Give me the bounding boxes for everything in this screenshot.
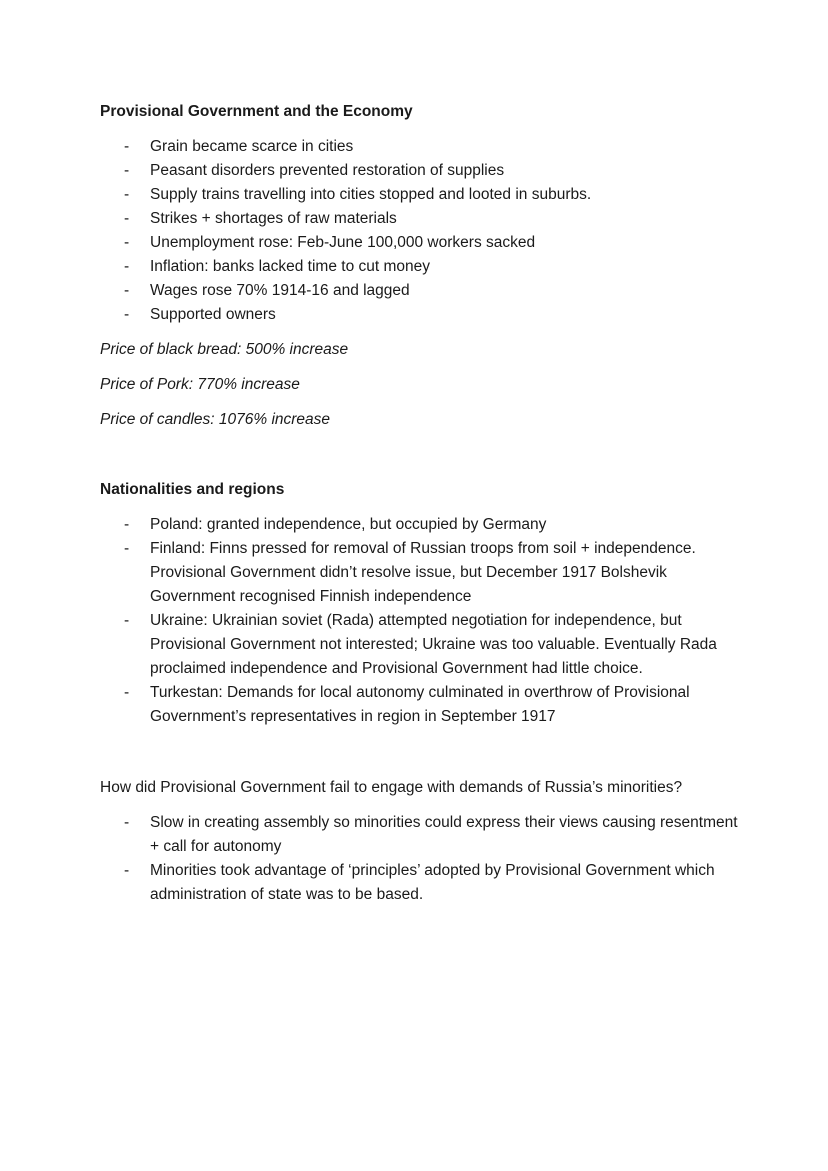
list-item: [100, 859, 740, 907]
price-candles: Price of candles: 1076% increase: [100, 411, 331, 428]
list-item: [100, 303, 740, 327]
list-item: [100, 231, 740, 255]
bullet-dash: -: [124, 684, 130, 701]
list-item-text: Supply trains travelling into cities stopped and looted in suburbs.: [150, 186, 592, 203]
price-black-bread: Price of black bread: 500% increase: [100, 341, 349, 358]
economy-section: [100, 100, 740, 432]
list-item: [100, 537, 740, 609]
bullet-dash: -: [124, 282, 130, 299]
minorities-bullet-list: [100, 811, 740, 907]
bullet-dash: -: [124, 612, 130, 629]
minorities-section: [100, 776, 740, 907]
bullet-dash: -: [124, 862, 130, 879]
bullet-dash: -: [124, 540, 130, 557]
document-page: [100, 100, 740, 907]
nationalities-section: [100, 478, 740, 729]
economy-bullet-list: [100, 135, 740, 327]
list-item: [100, 609, 740, 681]
list-item-text: Inflation: banks lacked time to cut money: [150, 258, 431, 275]
list-item: [100, 159, 740, 183]
list-item-text: Turkestan: Demands for local autonomy culminated in overthrow of Provisional Government’s representatives in region in September 1917: [150, 684, 690, 725]
list-item-text: Slow in creating assembly so minorities could express their views causing resentment + call for autonomy: [150, 814, 738, 855]
nationalities-heading: Nationalities and regions: [100, 481, 285, 498]
list-item-text: Peasant disorders prevented restoration of supplies: [150, 162, 505, 179]
list-item-text: Supported owners: [150, 306, 276, 323]
list-item-text: Finland: Finns pressed for removal of Russian troops from soil + independence. Provisional Government didn’t resolve issue, but December 1917 Bolshevik Government recognised Finnish independence: [150, 540, 696, 605]
list-item-text: Grain became scarce in cities: [150, 138, 354, 155]
list-item: [100, 207, 740, 231]
list-item-text: Minorities took advantage of ‘principles’ adopted by Provisional Government which administration of state was to be based.: [150, 862, 715, 903]
nationalities-bullet-list: [100, 513, 740, 729]
list-item-text: Poland: granted independence, but occupied by Germany: [150, 516, 547, 533]
bullet-dash: -: [124, 162, 130, 179]
bullet-dash: -: [124, 306, 130, 323]
list-item-text: Wages rose 70% 1914-16 and lagged: [150, 282, 410, 299]
list-item: [100, 255, 740, 279]
list-item: [100, 513, 740, 537]
price-pork: Price of Pork: 770% increase: [100, 376, 300, 393]
minorities-question: How did Provisional Government fail to engage with demands of Russia’s minorities?: [100, 779, 683, 796]
list-item: [100, 135, 740, 159]
bullet-dash: -: [124, 258, 130, 275]
list-item: [100, 183, 740, 207]
bullet-dash: -: [124, 210, 130, 227]
list-item-text: Ukraine: Ukrainian soviet (Rada) attempted negotiation for independence, but Provisional Government not interested; Ukraine was too valuable. Eventually Rada proclaimed independence and Provisional Government had little choice.: [150, 612, 717, 677]
list-item-text: Strikes + shortages of raw materials: [150, 210, 397, 227]
bullet-dash: -: [124, 814, 130, 831]
bullet-dash: -: [124, 186, 130, 203]
list-item: [100, 811, 740, 859]
bullet-dash: -: [124, 138, 130, 155]
bullet-dash: -: [124, 234, 130, 251]
economy-heading: Provisional Government and the Economy: [100, 103, 413, 120]
bullet-dash: -: [124, 516, 130, 533]
list-item: [100, 681, 740, 729]
list-item-text: Unemployment rose: Feb-June 100,000 workers sacked: [150, 234, 536, 251]
list-item: [100, 279, 740, 303]
